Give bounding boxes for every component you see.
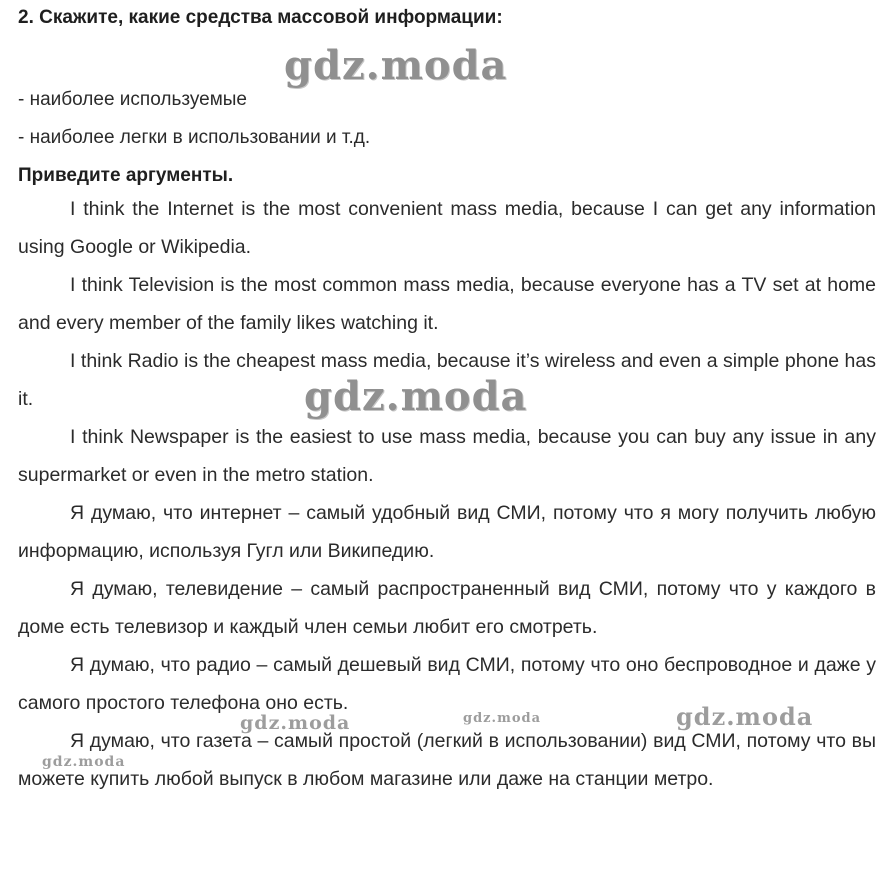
watermark-logo: gdz.moda <box>676 702 814 731</box>
bullet-most-used: - наиболее используемые <box>18 89 247 110</box>
paragraph-newspaper-en: I think Newspaper is the easiest to use mass media, because you can buy any issue in any supermarket or even in the metro station. <box>18 426 876 486</box>
watermark-logo: gdz.moda <box>304 373 528 420</box>
paragraph-television-en: I think Television is the most common mass media, because everyone has a TV set at home and every member of the family likes watching it. <box>18 274 876 334</box>
watermark-logo: gdz.moda <box>42 754 126 770</box>
paragraph-newspaper-ru: Я думаю, что газета – самый простой (легкий в использовании) вид СМИ, потому что вы можете купить любой выпуск в любом магазине или даже на станции метро. <box>18 730 876 790</box>
paragraph-television-ru: Я думаю, телевидение – самый распространенный вид СМИ, потому что у каждого в доме есть телевизор и каждый член семьи любит его смотреть. <box>18 578 876 638</box>
watermark-logo: gdz.moda <box>463 711 542 726</box>
arguments-heading: Приведите аргументы. <box>18 165 234 186</box>
paragraph-radio-ru: Я думаю, что радио – самый дешевый вид СМИ, потому что оно беспроводное и даже у самого простого телефона оно есть. <box>18 654 876 714</box>
bullet-easiest-to-use: - наиболее легки в использовании и т.д. <box>18 127 371 148</box>
paragraph-internet-ru: Я думаю, что интернет – самый удобный вид СМИ, потому что я могу получить любую информацию, используя Гугл или Википедию. <box>18 502 876 562</box>
paragraph-internet-en: I think the Internet is the most convenient mass media, because I can get any information using Google or Wikipedia. <box>18 198 876 258</box>
watermark-logo: gdz.moda <box>240 712 351 734</box>
watermark-logo: gdz.moda <box>284 42 508 89</box>
task-heading: 2. Скажите, какие средства массовой информации: <box>18 7 503 28</box>
paragraph-radio-en: I think Radio is the cheapest mass media, because it’s wireless and even a simple phone has it. <box>18 350 876 410</box>
